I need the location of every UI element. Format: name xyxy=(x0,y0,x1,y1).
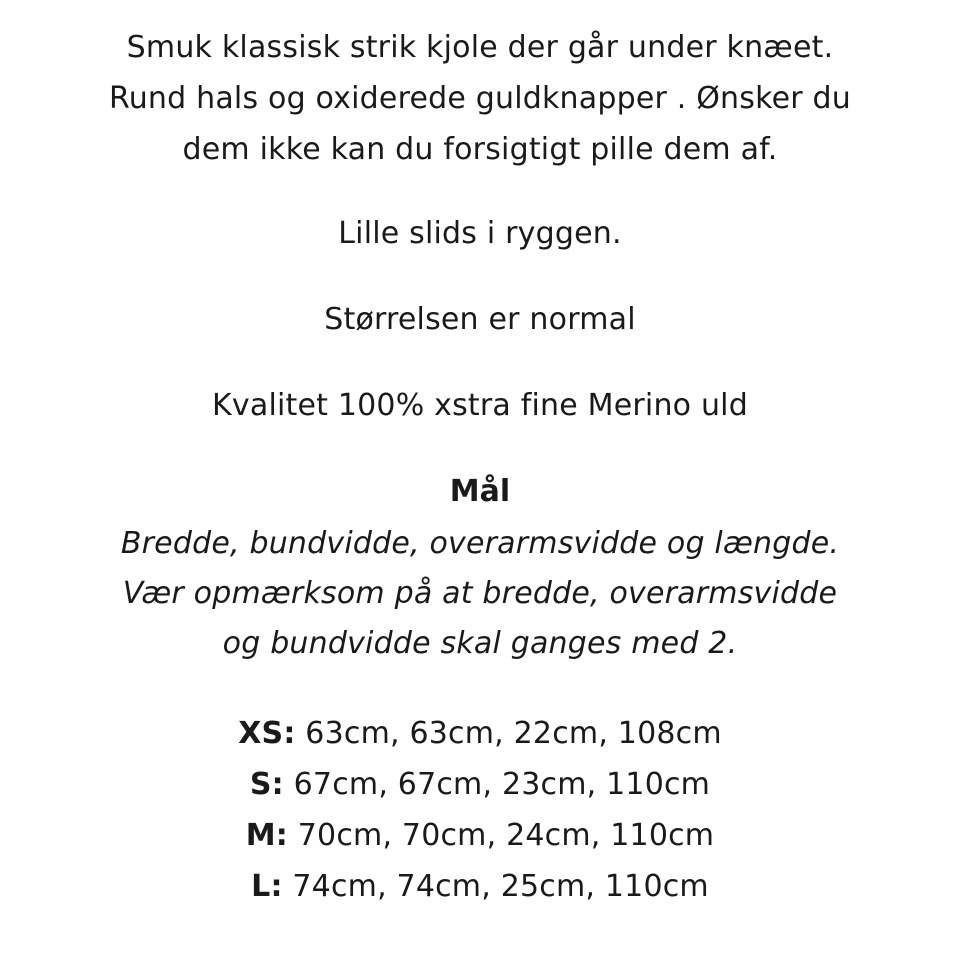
quality-detail: Kvalitet 100% xstra fine Merino uld xyxy=(212,388,748,423)
note-line: Bredde, bundvidde, overarmsvidde og længde. xyxy=(120,526,840,561)
size-label: XS: xyxy=(238,716,296,751)
size-row-s xyxy=(0,759,960,810)
size-label: S: xyxy=(249,767,284,802)
size-list xyxy=(0,708,960,912)
intro-line: Rund hals og oxiderede guldknapper . Ønsker du xyxy=(109,81,851,116)
size-values: 70cm, 70cm, 24cm, 110cm xyxy=(288,818,715,853)
note-line: og bundvidde skal ganges med 2. xyxy=(222,626,738,661)
intro-line: Smuk klassisk strik kjole der går under knæet. xyxy=(126,30,834,65)
size-values: 74cm, 74cm, 25cm, 110cm xyxy=(282,869,709,904)
size-values: 67cm, 67cm, 23cm, 110cm xyxy=(283,767,711,802)
intro-paragraph xyxy=(0,22,960,175)
size-row-xs xyxy=(0,708,960,759)
size-values: 63cm, 63cm, 22cm, 108cm xyxy=(295,716,722,751)
size-label: L: xyxy=(251,869,283,904)
fit-detail: Størrelsen er normal xyxy=(324,302,636,337)
intro-line: dem ikke kan du forsigtigt pille dem af. xyxy=(182,132,778,167)
size-row-m xyxy=(0,810,960,861)
size-label: M: xyxy=(245,818,289,853)
slit-detail: Lille slids i ryggen. xyxy=(338,216,622,251)
size-row-l xyxy=(0,861,960,912)
measurements-note xyxy=(0,519,960,669)
measurements-heading: Mål xyxy=(449,474,511,509)
note-line: Vær opmærksom på at bredde, overarmsvidde xyxy=(122,576,838,611)
